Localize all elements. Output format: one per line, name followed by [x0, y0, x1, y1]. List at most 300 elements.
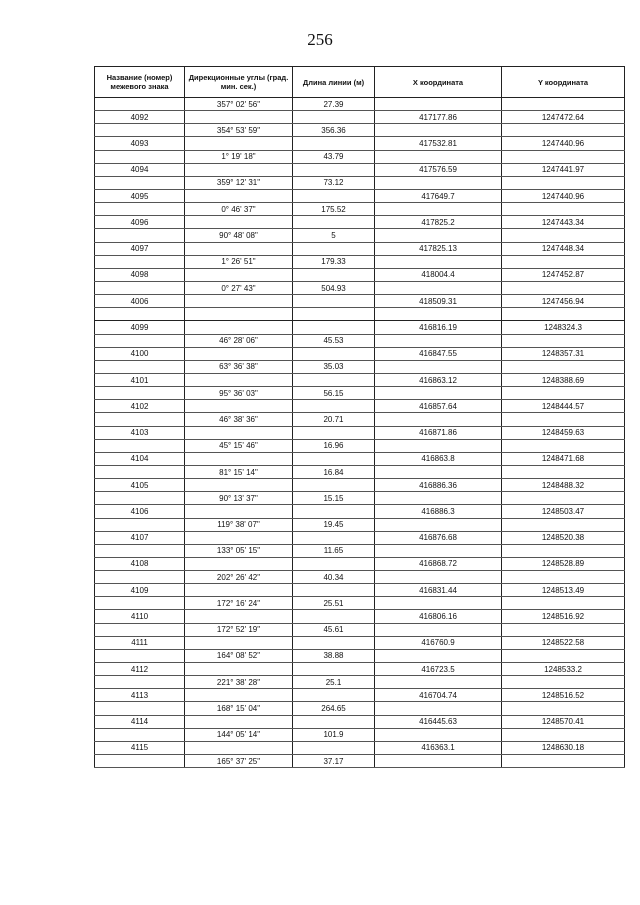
table-row	[95, 413, 625, 426]
cell-y-coordinate	[502, 439, 625, 452]
cell-line-length	[293, 505, 375, 518]
cell-x-coordinate	[375, 597, 502, 610]
cell-x-coordinate	[375, 571, 502, 584]
cell-marker-name	[95, 492, 185, 505]
cell-line-length	[293, 531, 375, 544]
table-row	[95, 715, 625, 728]
page-number: 256	[307, 30, 333, 49]
cell-y-coordinate	[502, 176, 625, 189]
cell-y-coordinate	[502, 492, 625, 505]
table-row	[95, 347, 625, 360]
cell-line-length	[293, 137, 375, 150]
cell-x-coordinate: 416886.36	[375, 479, 502, 492]
cell-y-coordinate: 1247452.87	[502, 268, 625, 281]
cell-line-length: 5	[293, 229, 375, 242]
cell-line-length: 179.33	[293, 255, 375, 268]
cell-direction-angle: 90° 13' 37"	[185, 492, 293, 505]
cell-marker-name	[95, 281, 185, 294]
cell-direction-angle: 133° 05' 15"	[185, 544, 293, 557]
cell-marker-name: 4106	[95, 505, 185, 518]
cell-y-coordinate: 1248503.47	[502, 505, 625, 518]
cell-direction-angle: 144° 05' 14"	[185, 728, 293, 741]
table-row	[95, 295, 625, 308]
table-row	[95, 150, 625, 163]
cell-marker-name	[95, 150, 185, 163]
cell-direction-angle: 359° 12' 31"	[185, 176, 293, 189]
cell-direction-angle	[185, 505, 293, 518]
cell-y-coordinate	[502, 465, 625, 478]
cell-line-length	[293, 111, 375, 124]
cell-line-length: 45.53	[293, 334, 375, 347]
cell-direction-angle	[185, 373, 293, 386]
cell-x-coordinate	[375, 150, 502, 163]
table-row	[95, 137, 625, 150]
cell-marker-name	[95, 676, 185, 689]
table-row	[95, 321, 625, 334]
cell-line-length: 45.61	[293, 623, 375, 636]
cell-y-coordinate: 1248459.63	[502, 426, 625, 439]
cell-marker-name	[95, 544, 185, 557]
table-body	[95, 98, 625, 768]
cell-direction-angle	[185, 689, 293, 702]
table-row	[95, 544, 625, 557]
cell-marker-name: 4104	[95, 452, 185, 465]
cell-line-length: 356.36	[293, 124, 375, 137]
table-row	[95, 663, 625, 676]
cell-x-coordinate: 416863.8	[375, 452, 502, 465]
cell-line-length: 56.15	[293, 387, 375, 400]
table-row	[95, 203, 625, 216]
cell-y-coordinate	[502, 544, 625, 557]
cell-direction-angle: 202° 26' 42"	[185, 571, 293, 584]
cell-direction-angle: 164° 08' 52"	[185, 649, 293, 662]
cell-marker-name: 4100	[95, 347, 185, 360]
cell-marker-name: 4096	[95, 216, 185, 229]
cell-x-coordinate: 417532.81	[375, 137, 502, 150]
cell-marker-name	[95, 728, 185, 741]
cell-marker-name	[95, 439, 185, 452]
cell-x-coordinate	[375, 702, 502, 715]
cell-x-coordinate: 416868.72	[375, 557, 502, 570]
cell-x-coordinate	[375, 544, 502, 557]
cell-y-coordinate	[502, 649, 625, 662]
cell-x-coordinate: 417825.13	[375, 242, 502, 255]
table-row	[95, 387, 625, 400]
cell-marker-name	[95, 465, 185, 478]
table-row	[95, 689, 625, 702]
cell-direction-angle: 45° 15' 46"	[185, 439, 293, 452]
cell-marker-name: 4105	[95, 479, 185, 492]
header-y-coordinate: Y координата	[502, 67, 625, 98]
cell-x-coordinate: 416863.12	[375, 373, 502, 386]
header-x-coordinate: X координата	[375, 67, 502, 98]
cell-y-coordinate: 1247441.97	[502, 163, 625, 176]
cell-x-coordinate: 416704.74	[375, 689, 502, 702]
table-row	[95, 465, 625, 478]
table-row	[95, 557, 625, 570]
cell-line-length	[293, 308, 375, 321]
cell-line-length	[293, 479, 375, 492]
cell-line-length	[293, 557, 375, 570]
cell-direction-angle	[185, 111, 293, 124]
cell-line-length: 20.71	[293, 413, 375, 426]
cell-direction-angle	[185, 584, 293, 597]
cell-line-length: 27.39	[293, 98, 375, 111]
cell-direction-angle	[185, 295, 293, 308]
table-row	[95, 597, 625, 610]
cell-direction-angle	[185, 400, 293, 413]
table-row	[95, 216, 625, 229]
cell-direction-angle	[185, 663, 293, 676]
cell-line-length: 175.52	[293, 203, 375, 216]
cell-marker-name: 4103	[95, 426, 185, 439]
cell-y-coordinate	[502, 676, 625, 689]
table-row	[95, 571, 625, 584]
cell-marker-name	[95, 308, 185, 321]
cell-line-length: 38.88	[293, 649, 375, 662]
cell-line-length: 25.1	[293, 676, 375, 689]
cell-x-coordinate: 417649.7	[375, 189, 502, 202]
cell-x-coordinate	[375, 124, 502, 137]
cell-y-coordinate	[502, 571, 625, 584]
cell-direction-angle	[185, 242, 293, 255]
cell-y-coordinate: 1247443.34	[502, 216, 625, 229]
cell-marker-name: 4099	[95, 321, 185, 334]
cell-x-coordinate: 418509.31	[375, 295, 502, 308]
cell-y-coordinate: 1248516.92	[502, 610, 625, 623]
table-row	[95, 636, 625, 649]
cell-y-coordinate	[502, 203, 625, 216]
cell-marker-name	[95, 203, 185, 216]
cell-y-coordinate: 1247472.64	[502, 111, 625, 124]
cell-y-coordinate: 1248528.89	[502, 557, 625, 570]
cell-y-coordinate: 1248520.38	[502, 531, 625, 544]
cell-marker-name: 4092	[95, 111, 185, 124]
cell-y-coordinate	[502, 334, 625, 347]
table-row	[95, 623, 625, 636]
cell-marker-name	[95, 334, 185, 347]
cell-marker-name: 4107	[95, 531, 185, 544]
cell-x-coordinate	[375, 334, 502, 347]
cell-marker-name	[95, 360, 185, 373]
cell-marker-name: 4101	[95, 373, 185, 386]
cell-marker-name	[95, 597, 185, 610]
table-header	[95, 67, 625, 98]
cell-marker-name: 4110	[95, 610, 185, 623]
cell-y-coordinate: 1248388.69	[502, 373, 625, 386]
cell-direction-angle: 168° 15' 04"	[185, 702, 293, 715]
cell-line-length: 35.03	[293, 360, 375, 373]
cell-line-length: 73.12	[293, 176, 375, 189]
table-row	[95, 610, 625, 623]
survey-coordinates-table	[94, 66, 625, 768]
cell-marker-name: 4102	[95, 400, 185, 413]
cell-line-length: 16.84	[293, 465, 375, 478]
cell-y-coordinate: 1248444.57	[502, 400, 625, 413]
cell-x-coordinate	[375, 203, 502, 216]
cell-marker-name: 4093	[95, 137, 185, 150]
cell-line-length: 25.51	[293, 597, 375, 610]
cell-x-coordinate: 416806.16	[375, 610, 502, 623]
table-row	[95, 702, 625, 715]
cell-direction-angle: 81° 15' 14"	[185, 465, 293, 478]
cell-y-coordinate	[502, 308, 625, 321]
cell-marker-name	[95, 229, 185, 242]
cell-marker-name	[95, 255, 185, 268]
cell-y-coordinate	[502, 597, 625, 610]
cell-y-coordinate	[502, 413, 625, 426]
cell-line-length: 11.65	[293, 544, 375, 557]
cell-y-coordinate	[502, 124, 625, 137]
table-row	[95, 531, 625, 544]
cell-line-length	[293, 216, 375, 229]
cell-y-coordinate	[502, 702, 625, 715]
table-row	[95, 242, 625, 255]
cell-direction-angle: 172° 52' 19"	[185, 623, 293, 636]
table-row	[95, 268, 625, 281]
cell-x-coordinate: 416816.19	[375, 321, 502, 334]
cell-line-length	[293, 242, 375, 255]
table-row	[95, 229, 625, 242]
cell-y-coordinate	[502, 360, 625, 373]
cell-direction-angle: 0° 46' 37"	[185, 203, 293, 216]
cell-direction-angle: 63° 36' 38"	[185, 360, 293, 373]
cell-line-length	[293, 452, 375, 465]
cell-direction-angle	[185, 715, 293, 728]
table-row	[95, 479, 625, 492]
cell-y-coordinate: 1247440.96	[502, 189, 625, 202]
cell-direction-angle	[185, 452, 293, 465]
cell-direction-angle: 1° 19' 18"	[185, 150, 293, 163]
cell-y-coordinate	[502, 229, 625, 242]
cell-y-coordinate	[502, 150, 625, 163]
cell-x-coordinate	[375, 176, 502, 189]
table-row	[95, 452, 625, 465]
table-row	[95, 426, 625, 439]
cell-x-coordinate	[375, 387, 502, 400]
cell-line-length: 504.93	[293, 281, 375, 294]
cell-y-coordinate: 1248570.41	[502, 715, 625, 728]
cell-y-coordinate: 1248488.32	[502, 479, 625, 492]
cell-marker-name	[95, 623, 185, 636]
cell-direction-angle: 357° 02' 56"	[185, 98, 293, 111]
cell-marker-name: 4111	[95, 636, 185, 649]
cell-direction-angle	[185, 163, 293, 176]
cell-direction-angle: 90° 48' 08"	[185, 229, 293, 242]
cell-line-length: 16.96	[293, 439, 375, 452]
cell-y-coordinate: 1248513.49	[502, 584, 625, 597]
cell-line-length: 264.65	[293, 702, 375, 715]
cell-line-length	[293, 663, 375, 676]
cell-x-coordinate	[375, 623, 502, 636]
cell-direction-angle	[185, 531, 293, 544]
cell-line-length	[293, 426, 375, 439]
header-line-length: Длина линии (м)	[293, 67, 375, 98]
cell-direction-angle	[185, 610, 293, 623]
cell-direction-angle: 354° 53' 59"	[185, 124, 293, 137]
cell-y-coordinate	[502, 518, 625, 531]
table-row	[95, 98, 625, 111]
cell-x-coordinate	[375, 518, 502, 531]
cell-x-coordinate: 416847.55	[375, 347, 502, 360]
cell-marker-name: 4094	[95, 163, 185, 176]
table-row	[95, 728, 625, 741]
cell-direction-angle	[185, 308, 293, 321]
table-row	[95, 255, 625, 268]
table-row	[95, 755, 625, 768]
cell-line-length	[293, 689, 375, 702]
cell-x-coordinate	[375, 649, 502, 662]
cell-line-length: 43.79	[293, 150, 375, 163]
cell-line-length	[293, 373, 375, 386]
cell-x-coordinate	[375, 676, 502, 689]
cell-direction-angle	[185, 321, 293, 334]
table-row	[95, 439, 625, 452]
cell-y-coordinate	[502, 281, 625, 294]
cell-y-coordinate: 1248522.58	[502, 636, 625, 649]
cell-x-coordinate	[375, 360, 502, 373]
table-row-separator	[95, 308, 625, 321]
cell-x-coordinate	[375, 281, 502, 294]
cell-marker-name: 4095	[95, 189, 185, 202]
cell-line-length	[293, 163, 375, 176]
cell-marker-name: 4109	[95, 584, 185, 597]
table-row	[95, 176, 625, 189]
cell-marker-name: 4114	[95, 715, 185, 728]
cell-line-length	[293, 321, 375, 334]
cell-line-length	[293, 189, 375, 202]
cell-direction-angle: 172° 16' 24"	[185, 597, 293, 610]
table-row	[95, 281, 625, 294]
table-row	[95, 189, 625, 202]
cell-x-coordinate	[375, 439, 502, 452]
cell-x-coordinate: 416876.68	[375, 531, 502, 544]
cell-line-length	[293, 636, 375, 649]
cell-x-coordinate: 416445.63	[375, 715, 502, 728]
cell-x-coordinate: 416723.5	[375, 663, 502, 676]
cell-y-coordinate	[502, 98, 625, 111]
cell-y-coordinate	[502, 755, 625, 768]
cell-x-coordinate: 417825.2	[375, 216, 502, 229]
cell-marker-name: 4098	[95, 268, 185, 281]
cell-direction-angle: 95° 36' 03"	[185, 387, 293, 400]
cell-marker-name	[95, 571, 185, 584]
cell-x-coordinate	[375, 98, 502, 111]
table-row	[95, 360, 625, 373]
table-row	[95, 163, 625, 176]
table-row	[95, 111, 625, 124]
cell-line-length	[293, 741, 375, 754]
cell-x-coordinate	[375, 728, 502, 741]
header-direction-angle: Дирекционные углы (град. мин. сек.)	[185, 67, 293, 98]
table-row	[95, 334, 625, 347]
cell-marker-name: 4108	[95, 557, 185, 570]
cell-marker-name	[95, 413, 185, 426]
cell-y-coordinate: 1247448.34	[502, 242, 625, 255]
table-row	[95, 584, 625, 597]
cell-line-length: 37.17	[293, 755, 375, 768]
cell-line-length	[293, 584, 375, 597]
cell-x-coordinate	[375, 413, 502, 426]
cell-line-length: 101.9	[293, 728, 375, 741]
cell-marker-name	[95, 518, 185, 531]
table-row	[95, 741, 625, 754]
cell-line-length: 15.15	[293, 492, 375, 505]
cell-marker-name: 4115	[95, 741, 185, 754]
cell-y-coordinate: 1248630.18	[502, 741, 625, 754]
header-marker-name: Название (номер) межевого знака	[95, 67, 185, 98]
cell-marker-name	[95, 702, 185, 715]
cell-marker-name	[95, 176, 185, 189]
table-row	[95, 518, 625, 531]
cell-marker-name: 4113	[95, 689, 185, 702]
cell-direction-angle: 46° 38' 36"	[185, 413, 293, 426]
cell-y-coordinate: 1248516.52	[502, 689, 625, 702]
cell-marker-name: 4097	[95, 242, 185, 255]
cell-direction-angle: 1° 26' 51"	[185, 255, 293, 268]
cell-line-length	[293, 715, 375, 728]
cell-direction-angle	[185, 137, 293, 150]
cell-direction-angle	[185, 636, 293, 649]
cell-y-coordinate	[502, 387, 625, 400]
cell-x-coordinate	[375, 755, 502, 768]
cell-line-length: 19.45	[293, 518, 375, 531]
cell-x-coordinate: 417177.86	[375, 111, 502, 124]
cell-marker-name	[95, 649, 185, 662]
cell-direction-angle	[185, 216, 293, 229]
cell-direction-angle	[185, 741, 293, 754]
cell-x-coordinate	[375, 255, 502, 268]
cell-direction-angle: 46° 28' 06"	[185, 334, 293, 347]
table-row	[95, 649, 625, 662]
table-row	[95, 676, 625, 689]
cell-marker-name	[95, 755, 185, 768]
cell-y-coordinate	[502, 623, 625, 636]
cell-direction-angle: 165° 37' 25"	[185, 755, 293, 768]
cell-x-coordinate: 416886.3	[375, 505, 502, 518]
cell-x-coordinate: 416871.86	[375, 426, 502, 439]
cell-x-coordinate: 416857.64	[375, 400, 502, 413]
cell-x-coordinate	[375, 492, 502, 505]
cell-y-coordinate: 1248471.68	[502, 452, 625, 465]
cell-direction-angle: 119° 38' 07"	[185, 518, 293, 531]
cell-x-coordinate: 417576.59	[375, 163, 502, 176]
cell-x-coordinate: 416831.44	[375, 584, 502, 597]
cell-marker-name	[95, 124, 185, 137]
table-row	[95, 492, 625, 505]
cell-direction-angle: 0° 27' 43"	[185, 281, 293, 294]
header-row	[95, 67, 625, 98]
table-row	[95, 505, 625, 518]
cell-y-coordinate: 1248533.2	[502, 663, 625, 676]
cell-marker-name: 4006	[95, 295, 185, 308]
cell-x-coordinate: 416760.9	[375, 636, 502, 649]
cell-marker-name	[95, 387, 185, 400]
cell-y-coordinate: 1247456.94	[502, 295, 625, 308]
cell-x-coordinate	[375, 465, 502, 478]
cell-y-coordinate: 1248357.31	[502, 347, 625, 360]
cell-line-length	[293, 400, 375, 413]
cell-line-length: 40.34	[293, 571, 375, 584]
cell-direction-angle	[185, 268, 293, 281]
cell-y-coordinate	[502, 255, 625, 268]
cell-direction-angle	[185, 426, 293, 439]
cell-direction-angle	[185, 479, 293, 492]
cell-line-length	[293, 268, 375, 281]
cell-direction-angle	[185, 347, 293, 360]
cell-x-coordinate	[375, 229, 502, 242]
cell-line-length	[293, 347, 375, 360]
